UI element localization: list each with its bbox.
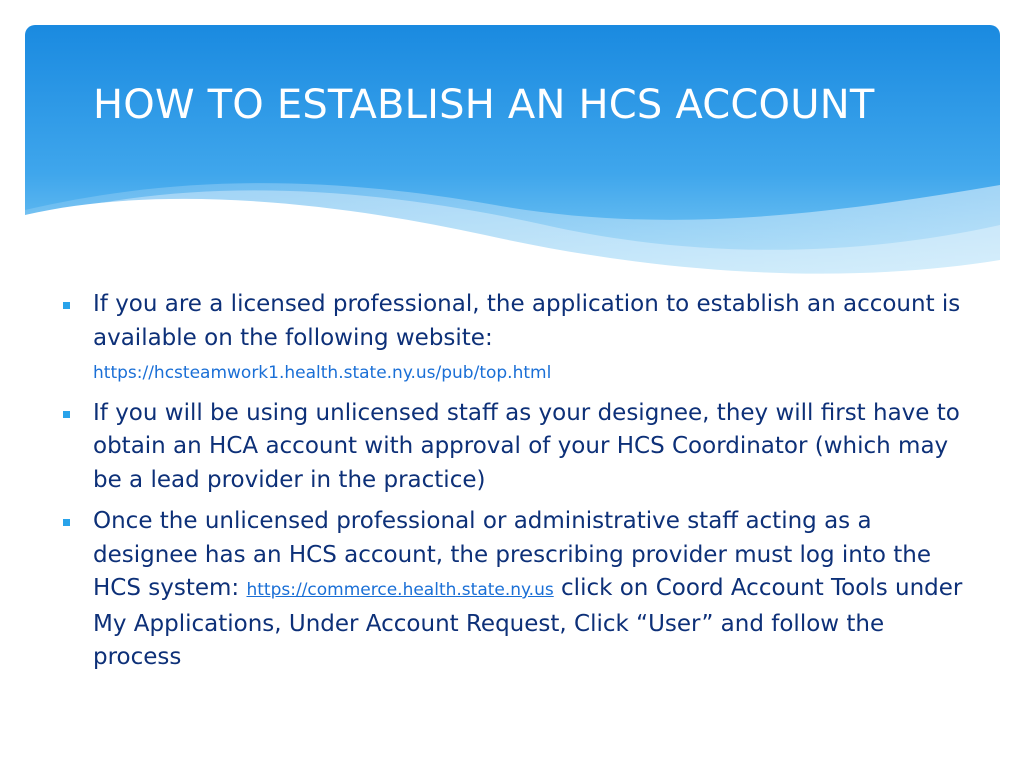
list-item [62, 505, 967, 675]
bullet-text-after-link: click on Coord Account Tools under My Applications, Under Account Request, Click “User” and follow the process [93, 575, 963, 670]
bullet-text: If you are a licensed professional, the application to establish an account is available on the following website: [93, 291, 961, 351]
list-item [62, 288, 967, 389]
bullet-square-icon [63, 519, 70, 526]
bullet-square-icon [63, 411, 70, 418]
bullet-list [62, 288, 967, 683]
list-item [62, 397, 967, 498]
bullet-text: If you will be using unlicensed staff as your designee, they will first have to obtain an HCA account with approval of your HCS Coordinator (which may be a lead provider in the practice) [93, 399, 960, 493]
header-banner [25, 25, 1000, 295]
bullet-text-before-link: Once the unlicensed professional or administrative staff acting as a designee has an HCS account, the prescribing provider must log into the HCS system: [93, 508, 932, 601]
hcs-teamwork-link[interactable]: https://hcsteamwork1.health.state.ny.us/pub/top.html [93, 363, 552, 383]
header-wave-graphic [25, 25, 1000, 295]
hcs-commerce-link[interactable]: https://commerce.health.state.ny.us [246, 580, 554, 600]
bullet-square-icon [63, 302, 70, 309]
slide-title: HOW TO ESTABLISH AN HCS ACCOUNT [93, 82, 875, 128]
